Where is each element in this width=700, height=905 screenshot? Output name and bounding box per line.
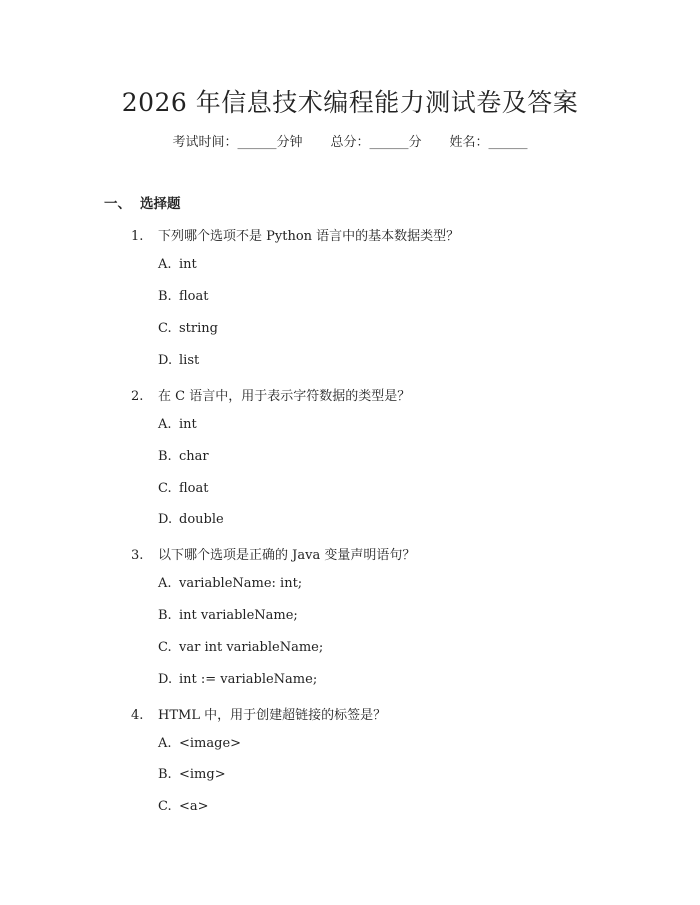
option-letter: A. bbox=[158, 257, 172, 272]
option-letter: A. bbox=[158, 736, 172, 751]
option-letter: A. bbox=[158, 576, 172, 591]
option-letter: D. bbox=[158, 353, 173, 368]
question-text: 下列哪个选项不是 Python 语言中的基本数据类型？ bbox=[158, 229, 460, 244]
option-text: char bbox=[179, 449, 209, 464]
option-text: float bbox=[179, 481, 209, 496]
option-text: int bbox=[179, 417, 197, 432]
exam-total-score: 总分：______分 bbox=[330, 135, 422, 150]
question-number: 4. bbox=[131, 708, 144, 723]
option-letter: B. bbox=[158, 608, 172, 623]
question-2-option-a bbox=[158, 417, 197, 432]
option-letter: C. bbox=[158, 321, 172, 336]
option-text: int bbox=[179, 257, 197, 272]
option-text: variableName: int; bbox=[179, 576, 303, 591]
question-2 bbox=[131, 385, 410, 404]
option-text: int variableName; bbox=[179, 608, 298, 623]
question-3-option-b bbox=[158, 608, 298, 623]
option-text: list bbox=[179, 353, 200, 368]
question-4-option-c bbox=[158, 799, 209, 814]
option-letter: D. bbox=[158, 512, 173, 527]
question-4-option-b bbox=[158, 767, 226, 782]
section-title: 选择题 bbox=[140, 196, 181, 212]
question-4-option-a bbox=[158, 736, 241, 751]
option-text: double bbox=[179, 512, 224, 527]
question-2-option-b bbox=[158, 449, 209, 464]
option-letter: C. bbox=[158, 640, 172, 655]
question-3 bbox=[131, 544, 415, 563]
question-1-option-c bbox=[158, 321, 218, 336]
option-letter: C. bbox=[158, 481, 172, 496]
option-text: float bbox=[179, 289, 209, 304]
question-1-option-a bbox=[158, 257, 197, 272]
question-number: 1. bbox=[131, 229, 144, 244]
exam-name-field: 姓名：______ bbox=[449, 135, 528, 150]
option-text: <img> bbox=[179, 767, 226, 782]
option-text: string bbox=[179, 321, 218, 336]
option-letter: D. bbox=[158, 672, 173, 687]
option-text: <a> bbox=[179, 799, 209, 814]
option-text: <image> bbox=[179, 736, 242, 751]
exam-time: 考试时间：______分钟 bbox=[172, 135, 303, 150]
section-heading bbox=[104, 192, 181, 212]
question-number: 3. bbox=[131, 548, 144, 563]
question-3-option-a bbox=[158, 576, 302, 591]
page-title: 2026 年信息技术编程能力测试卷及答案 bbox=[121, 88, 579, 117]
question-3-option-d bbox=[158, 672, 317, 687]
option-letter: B. bbox=[158, 289, 172, 304]
question-4 bbox=[131, 704, 386, 723]
question-1-option-b bbox=[158, 289, 208, 304]
question-2-option-c bbox=[158, 481, 208, 496]
option-letter: A. bbox=[158, 417, 172, 432]
option-letter: B. bbox=[158, 449, 172, 464]
question-1-option-d bbox=[158, 353, 199, 368]
section-number: 一、 bbox=[104, 196, 131, 212]
option-text: int := variableName; bbox=[179, 672, 318, 687]
question-number: 2. bbox=[131, 389, 144, 404]
question-text: 以下哪个选项是正确的 Java 变量声明语句？ bbox=[158, 548, 416, 563]
question-text: HTML 中，用于创建超链接的标签是？ bbox=[158, 708, 387, 723]
question-text: 在 C 语言中，用于表示字符数据的类型是？ bbox=[158, 389, 411, 404]
question-3-option-c bbox=[158, 640, 323, 655]
exam-meta bbox=[0, 131, 700, 150]
option-letter: B. bbox=[158, 767, 172, 782]
question-2-option-d bbox=[158, 512, 224, 527]
option-text: var int variableName; bbox=[179, 640, 324, 655]
option-letter: C. bbox=[158, 799, 172, 814]
question-1 bbox=[131, 225, 459, 244]
